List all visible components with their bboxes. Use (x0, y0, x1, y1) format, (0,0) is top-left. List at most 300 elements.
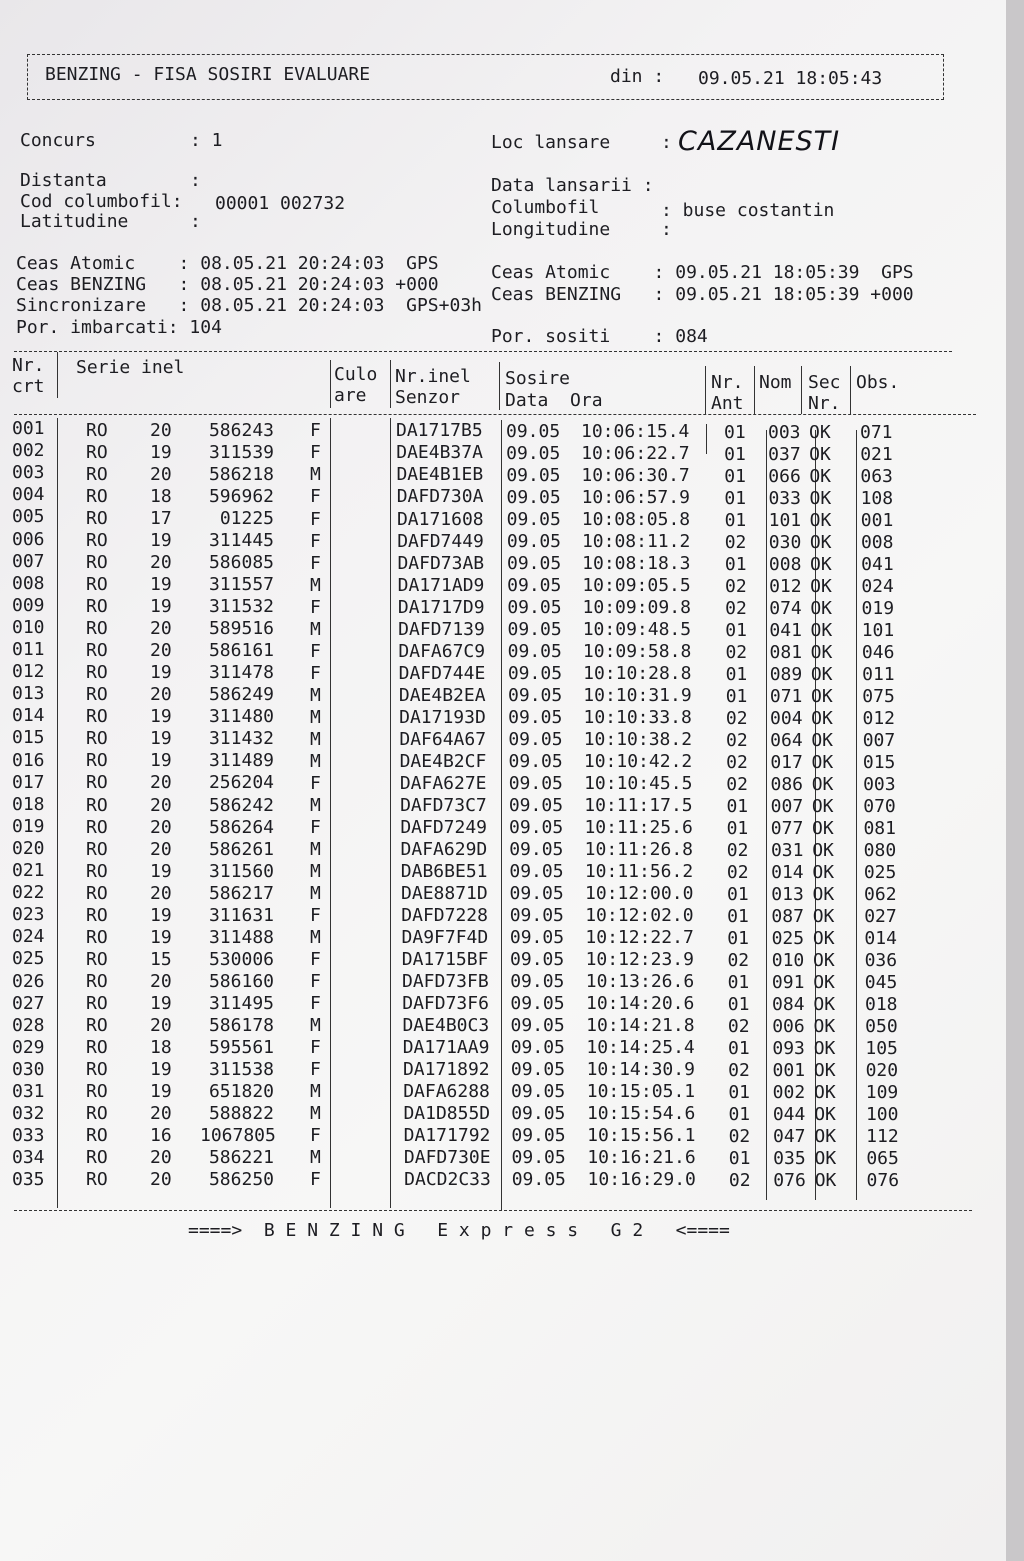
cell-an: 16 (150, 1125, 172, 1147)
cell-sex: F (310, 949, 321, 971)
cell-crt: 001 (12, 418, 45, 439)
th-nr: Nr. (12, 355, 45, 376)
cell-sec: OK (812, 905, 835, 927)
cell-sex: M (310, 618, 321, 640)
cell-ora: 10:11:17.5 (584, 795, 693, 817)
cell-crt: 019 (12, 815, 45, 837)
table-row (0, 617, 1000, 639)
cell-ant: 01 (727, 883, 749, 905)
cell-tara: RO (86, 529, 108, 551)
cell-nr: 586243 (208, 419, 274, 441)
cell-an: 19 (150, 904, 172, 926)
cell-obs: 075 (862, 685, 895, 707)
cell-sex: F (310, 1125, 321, 1147)
cell-nom: 004 (770, 707, 803, 729)
cell-data: 09.05 (511, 1147, 566, 1169)
cell-ant: 02 (726, 729, 748, 751)
cell-an: 19 (150, 1081, 172, 1103)
cell-tara: RO (86, 419, 108, 441)
cell-tara: RO (86, 551, 108, 573)
table-row (0, 484, 1000, 509)
table-row (0, 750, 1000, 772)
cell-obs: 109 (865, 1081, 899, 1103)
cell-senzor: DAFD7139 (398, 618, 485, 640)
cell-nom: 084 (772, 993, 805, 1015)
cell-sec: OK (809, 487, 832, 509)
cell-data: 09.05 (506, 443, 561, 465)
table-row (0, 816, 1000, 838)
cell-ora: 10:10:42.2 (583, 751, 693, 773)
latitudine-value: : (190, 211, 201, 232)
cell-sec: OK (813, 1037, 836, 1059)
cell-tara: RO (86, 1103, 108, 1125)
cell-sec: OK (812, 883, 835, 905)
cell-senzor: DAFD73C7 (400, 794, 487, 816)
cell-senzor: DAFA6288 (403, 1081, 490, 1103)
cell-crt: 007 (12, 550, 45, 572)
cell-sex: F (310, 508, 321, 530)
cell-ora: 10:06:22.7 (581, 443, 690, 465)
cell-sec: OK (812, 839, 834, 861)
cell-ant: 02 (724, 531, 747, 553)
cell-crt: 032 (12, 1103, 45, 1125)
cell-tara: RO (86, 441, 108, 463)
cell-ora: 10:12:00.0 (585, 883, 694, 905)
cell-senzor: DAE4B37A (396, 442, 483, 464)
cell-ant: 01 (726, 795, 749, 817)
cell-sec: OK (811, 751, 834, 773)
cell-sex: F (310, 640, 321, 662)
cell-tara: RO (86, 816, 108, 838)
cell-sex: F (310, 530, 321, 552)
cell-obs: 065 (866, 1147, 899, 1169)
cell-sex: M (310, 1015, 321, 1037)
cell-sec: OK (809, 443, 831, 465)
cell-nom: 001 (772, 1059, 806, 1081)
cell-tara: RO (86, 904, 108, 926)
cell-nom: 081 (769, 641, 803, 663)
cell-ant: 02 (726, 839, 749, 861)
cell-sex: F (310, 662, 321, 684)
cell-senzor: DA1715BF (401, 949, 489, 971)
cell-obs: 003 (863, 773, 896, 795)
cell-crt: 016 (12, 749, 45, 771)
cell-sex: M (310, 1147, 321, 1169)
cell-sec: OK (810, 619, 833, 641)
cell-sex: M (310, 750, 321, 772)
cell-nom: 030 (768, 531, 802, 553)
cell-an: 19 (150, 860, 172, 882)
cell-tara: RO (86, 640, 108, 662)
cell-crt: 033 (12, 1125, 45, 1147)
cell-sex: F (310, 1037, 321, 1059)
cell-crt: 005 (12, 506, 45, 528)
cell-tara: RO (86, 1081, 108, 1103)
cell-data: 09.05 (509, 883, 564, 905)
cell-obs: 108 (860, 487, 894, 509)
cell-ora: 10:11:25.6 (584, 817, 693, 839)
cell-senzor: DAE4B2EA (398, 684, 486, 706)
cell-data: 09.05 (506, 421, 561, 443)
cell-nom: 064 (770, 729, 803, 751)
table-row (0, 551, 1000, 573)
cell-nom: 089 (769, 663, 803, 685)
cell-sec: OK (812, 861, 835, 883)
clock-atomic-start: Ceas Atomic : 08.05.21 20:24:03 GPS (16, 253, 439, 274)
cell-obs: 063 (860, 465, 893, 487)
cell-an: 20 (150, 772, 172, 794)
cell-ant: 01 (728, 1103, 751, 1125)
cell-nr: 651820 (208, 1081, 274, 1103)
cell-data: 09.05 (507, 663, 563, 685)
cell-senzor: DAFD73FB (402, 971, 489, 993)
th-nr-ant: Nr. (711, 372, 744, 393)
cell-sec: OK (813, 971, 835, 993)
cell-ora: 10:11:26.8 (584, 839, 694, 861)
cell-ant: 01 (724, 509, 747, 531)
cell-sex: M (310, 1081, 321, 1103)
cell-nom: 077 (770, 817, 804, 839)
cell-nom: 012 (769, 575, 802, 597)
cell-an: 20 (150, 882, 172, 904)
cell-tara: RO (86, 993, 108, 1014)
table-row (0, 1103, 1000, 1125)
cell-ora: 10:14:25.4 (586, 1037, 695, 1059)
cell-nom: 041 (769, 619, 802, 641)
table-row (0, 462, 1000, 487)
cell-nr: 311631 (208, 904, 274, 926)
cell-an: 20 (150, 838, 172, 860)
cell-an: 19 (150, 662, 172, 684)
cell-sex: F (310, 772, 321, 794)
table-row (0, 1125, 1000, 1147)
cell-nr: 1067805 (200, 1125, 276, 1147)
cell-senzor: DAF64A67 (399, 728, 487, 750)
cell-sec: OK (813, 993, 836, 1015)
cell-senzor: DA171892 (402, 1059, 490, 1081)
cell-sex: F (310, 596, 321, 618)
cell-ora: 10:06:57.9 (581, 487, 690, 509)
cell-nr: 586250 (208, 1169, 274, 1191)
cell-tara: RO (86, 1059, 108, 1081)
date-label: din : (610, 66, 665, 87)
loc-lansare-handwritten: CAZANESTI (678, 126, 841, 157)
cell-an: 20 (150, 1169, 172, 1191)
table-row (0, 993, 1000, 1015)
cell-nom: 037 (768, 443, 801, 465)
report-title: BENZING - FISA SOSIRI EVALUARE (45, 64, 371, 85)
cell-an: 19 (150, 750, 172, 772)
cell-senzor: DA1717D9 (397, 596, 485, 618)
loc-lansare-label: Loc lansare (491, 132, 611, 153)
cell-data: 09.05 (509, 905, 564, 927)
cell-data: 09.05 (510, 1015, 565, 1037)
cell-data: 09.05 (510, 1037, 565, 1059)
cell-obs: 100 (865, 1103, 899, 1125)
cell-ora: 10:09:09.8 (582, 597, 691, 619)
clock-benzing-end: Ceas BENZING : 09.05.21 18:05:39 +000 (491, 284, 914, 305)
cell-sec: OK (810, 553, 832, 575)
cell-ora: 10:10:28.8 (583, 663, 692, 685)
cell-tara: RO (86, 706, 108, 728)
cell-senzor: DA171AA9 (402, 1037, 490, 1059)
table-row (0, 595, 1000, 617)
clock-sync: Sincronizare : 08.05.21 20:24:03 GPS+03h (16, 295, 482, 316)
cell-crt: 022 (12, 882, 45, 904)
cell-nom: 101 (768, 509, 802, 531)
cell-tara: RO (86, 573, 108, 595)
cell-data: 09.05 (506, 509, 561, 531)
cell-nom: 010 (771, 949, 805, 971)
cell-obs: 070 (863, 795, 896, 817)
table-row (0, 639, 1000, 661)
data-lansarii-label: Data lansarii : (491, 175, 654, 196)
table-row (0, 1015, 1000, 1037)
cell-nom: 074 (769, 597, 802, 619)
table-header-rule (14, 414, 976, 415)
cell-data: 09.05 (507, 597, 562, 619)
cell-sec: OK (809, 465, 832, 487)
cell-senzor: DAFD730E (403, 1147, 491, 1169)
distanta-label: Distanta (20, 170, 107, 191)
cell-senzor: DAFD7228 (401, 905, 488, 927)
cell-tara: RO (86, 485, 108, 507)
cell-obs: 014 (864, 927, 897, 949)
cell-crt: 003 (12, 462, 45, 484)
cell-sex: M (310, 861, 321, 883)
cell-nr: 311478 (208, 662, 274, 684)
cell-ora: 10:16:29.0 (587, 1169, 696, 1191)
cell-sex: F (310, 816, 321, 838)
cell-tara: RO (86, 507, 108, 529)
cell-nom: 086 (770, 773, 803, 795)
cell-senzor: DAB6BE51 (400, 861, 488, 883)
cell-an: 20 (150, 419, 172, 441)
cell-nr: 595561 (208, 1037, 274, 1059)
cell-tara: RO (86, 1147, 108, 1169)
cell-nom: 014 (771, 861, 804, 883)
cell-obs: 045 (864, 971, 898, 993)
cell-nr: 589516 (208, 618, 274, 640)
report-date: 09.05.21 18:05:43 (698, 68, 883, 89)
cell-senzor: DAE4B0C3 (402, 1015, 490, 1037)
cell-ant: 01 (724, 487, 747, 509)
th-obs: Obs. (856, 372, 900, 393)
cell-crt: 004 (12, 484, 45, 506)
cell-crt: 024 (12, 926, 45, 948)
col-sep-ant (754, 366, 755, 414)
cell-crt: 012 (12, 661, 45, 683)
cell-data: 09.05 (508, 773, 563, 795)
cell-ora: 10:11:56.2 (584, 861, 694, 883)
cell-senzor: DA171792 (403, 1125, 491, 1147)
cell-nom: 007 (770, 795, 804, 817)
table-row (0, 860, 1000, 882)
th-nom: Nom (759, 372, 792, 393)
th-sosire: Sosire (505, 368, 571, 389)
cell-tara: RO (86, 860, 108, 882)
cell-nr: 586217 (208, 882, 274, 904)
cell-tara: RO (86, 728, 108, 750)
cell-data: 09.05 (509, 817, 564, 839)
col-sep-crt (57, 352, 58, 398)
cell-nom: 017 (770, 751, 803, 773)
cell-an: 20 (150, 684, 172, 706)
cell-crt: 027 (12, 992, 45, 1014)
cell-nr: 586218 (208, 463, 274, 485)
cell-sex: M (310, 464, 321, 486)
cell-nr: 01225 (219, 507, 274, 529)
cell-ora: 10:10:31.9 (583, 685, 692, 707)
cell-tara: RO (86, 794, 108, 816)
cell-sec: OK (813, 949, 835, 971)
cell-senzor: DAFD744E (398, 662, 486, 684)
cell-sec: OK (814, 1081, 836, 1103)
cell-data: 09.05 (508, 707, 563, 729)
table-row (0, 948, 1000, 970)
cell-ora: 10:13:26.6 (585, 971, 695, 993)
cell-sex: M (310, 1103, 321, 1125)
th-data-ora: Data Ora (505, 390, 603, 411)
cell-data: 09.05 (508, 685, 563, 707)
cell-sex: M (310, 574, 321, 596)
latitudine-label: Latitudine (20, 211, 129, 232)
cell-sex: F (310, 993, 321, 1015)
table-bottom-rule (14, 1210, 972, 1211)
cell-sec: OK (809, 509, 832, 531)
cell-sec: OK (811, 685, 833, 707)
cell-crt: 020 (12, 837, 45, 859)
cell-sex: F (310, 1169, 321, 1191)
cell-ant: 02 (728, 1125, 751, 1147)
concurs-label: Concurs (20, 130, 96, 151)
cell-data: 09.05 (509, 839, 564, 861)
cell-ora: 10:15:54.6 (586, 1103, 696, 1125)
cell-senzor: DAE4B2CF (399, 750, 487, 772)
cell-an: 20 (150, 794, 172, 816)
cod-columbofil-value: 00001 002732 (215, 193, 346, 214)
cell-obs: 062 (864, 883, 897, 905)
cell-obs: 020 (865, 1059, 899, 1081)
th-are: are (334, 385, 367, 406)
cell-nom: 087 (771, 905, 804, 927)
cell-ant: 01 (727, 905, 749, 927)
cell-ant: 01 (728, 1037, 750, 1059)
cell-crt: 002 (12, 440, 45, 462)
cell-crt: 017 (12, 771, 45, 793)
cell-sec: OK (809, 422, 831, 443)
cell-senzor: DACD2C33 (404, 1169, 491, 1191)
cell-an: 20 (150, 463, 172, 485)
cell-nr: 311495 (208, 993, 274, 1014)
col-sep-serie (330, 360, 331, 408)
cell-ora: 10:14:21.8 (586, 1015, 695, 1037)
cell-nr: 311538 (208, 1059, 274, 1081)
cell-obs: 007 (862, 729, 896, 751)
cell-nr: 596962 (208, 485, 274, 507)
cell-sec: OK (810, 663, 833, 685)
cell-data: 09.05 (510, 993, 565, 1015)
cell-senzor: DAE4B1EB (396, 464, 484, 486)
table-row (0, 1059, 1000, 1081)
cell-an: 19 (150, 441, 172, 463)
cell-ant: 01 (725, 663, 748, 685)
cell-sex: F (310, 420, 321, 442)
cell-an: 20 (150, 1103, 172, 1125)
cell-sec: OK (811, 773, 834, 795)
cell-tara: RO (86, 970, 108, 992)
col-sep-nom (801, 366, 802, 414)
cell-senzor: DA9F7F4D (401, 927, 489, 949)
table-row (0, 882, 1000, 904)
cell-sex: M (310, 883, 321, 905)
cell-obs: 036 (864, 949, 898, 971)
cell-nr: 311445 (208, 529, 274, 551)
table-row (0, 926, 1000, 948)
cell-nr: 586085 (208, 551, 274, 573)
cell-data: 09.05 (508, 751, 563, 773)
cell-an: 20 (150, 551, 172, 573)
por-imbarcati: Por. imbarcati: 104 (16, 317, 222, 338)
cell-senzor: DAE8871D (401, 883, 488, 905)
cell-nom: 033 (768, 487, 801, 509)
cell-nr: 311480 (208, 706, 274, 728)
cell-an: 19 (150, 573, 172, 595)
cell-ora: 10:15:56.1 (587, 1125, 696, 1147)
cell-obs: 021 (860, 443, 893, 465)
cell-crt: 026 (12, 970, 45, 992)
cell-ant: 02 (727, 949, 750, 971)
cell-data: 09.05 (509, 927, 565, 949)
cell-sec: OK (811, 729, 834, 751)
table-row (0, 683, 1000, 705)
cell-tara: RO (86, 882, 108, 904)
cell-an: 19 (150, 706, 172, 728)
cod-columbofil-label: Cod columbofil: (20, 191, 183, 212)
cell-tara: RO (86, 750, 108, 772)
cell-crt: 010 (12, 616, 45, 638)
cell-an: 19 (150, 993, 172, 1014)
cell-senzor: DA1717B5 (396, 420, 483, 442)
cell-ant: 01 (725, 685, 748, 707)
cell-sec: OK (814, 1169, 837, 1191)
cell-sex: F (310, 1059, 321, 1081)
cell-nom: 031 (770, 839, 804, 861)
cell-crt: 011 (12, 639, 45, 660)
cell-data: 09.05 (510, 971, 565, 993)
cell-an: 19 (150, 728, 172, 750)
cell-data: 09.05 (507, 575, 562, 597)
table-row (0, 705, 1000, 727)
table-row (0, 1169, 1000, 1191)
cell-ora: 10:09:48.5 (582, 619, 692, 641)
cell-tara: RO (86, 596, 108, 618)
cell-ant: 02 (725, 641, 748, 663)
cell-data: 09.05 (509, 861, 564, 883)
cell-obs: 008 (860, 531, 894, 553)
cell-crt: 031 (12, 1081, 45, 1102)
cell-sex: F (310, 442, 321, 464)
cell-nom: 071 (769, 685, 803, 707)
cell-nr: 586261 (208, 838, 274, 860)
th-senzor: Senzor (395, 387, 461, 408)
cell-ora: 10:12:22.7 (585, 927, 694, 949)
cell-crt: 029 (12, 1036, 45, 1058)
cell-sex: M (310, 728, 321, 750)
cell-nom: 035 (773, 1147, 806, 1169)
cell-ant: 02 (725, 575, 747, 597)
cell-ora: 10:12:23.9 (585, 949, 694, 971)
